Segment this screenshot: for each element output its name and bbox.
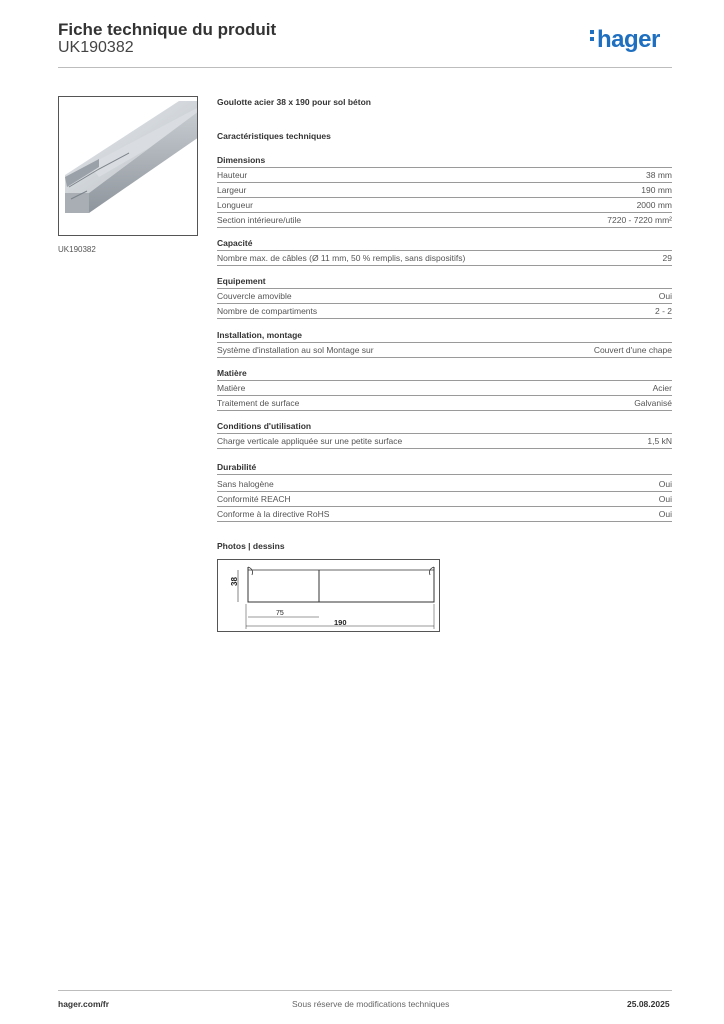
spec-value: Couvert d'une chape	[593, 345, 672, 355]
product-image	[58, 96, 198, 236]
spec-row	[217, 396, 672, 411]
spec-label: Matière	[217, 383, 246, 393]
spec-value: Oui	[658, 291, 672, 301]
spec-value: Oui	[658, 479, 672, 489]
logo-text: hager	[597, 26, 660, 53]
section-title-dimensions: Dimensions	[217, 155, 672, 168]
spec-row	[217, 434, 672, 449]
spec-row	[217, 183, 672, 198]
footer-disclaimer: Sous réserve de modifications techniques	[292, 999, 450, 1009]
section-title-matiere: Matière	[217, 368, 672, 381]
tech-characteristics-title: Caractéristiques techniques	[217, 131, 331, 141]
spec-row	[217, 168, 672, 183]
spec-row	[217, 381, 672, 396]
spec-value: Oui	[658, 494, 672, 504]
spec-row	[217, 477, 672, 492]
spec-label: Charge verticale appliquée sur une petite surface	[217, 436, 403, 446]
spec-label: Largeur	[217, 185, 247, 195]
dim-width-label: 190	[334, 618, 347, 627]
spec-row	[217, 492, 672, 507]
section-title-conditions: Conditions d'utilisation	[217, 421, 672, 434]
cable-trunking-illustration	[59, 97, 198, 236]
spec-value: 190 mm	[641, 185, 672, 195]
spec-label: Nombre de compartiments	[217, 306, 318, 316]
section-title-installation: Installation, montage	[217, 330, 672, 343]
spec-label: Conforme à la directive RoHS	[217, 509, 330, 519]
spec-row	[217, 304, 672, 319]
page-title: Fiche technique du produit	[58, 20, 277, 39]
spec-value: 2 - 2	[654, 306, 672, 316]
spec-value: 7220 - 7220 mm²	[607, 215, 672, 225]
section-title-capacite: Capacité	[217, 238, 672, 251]
dim-partition-label: 75	[276, 610, 284, 617]
footer-divider	[58, 990, 672, 991]
product-code: UK190382	[58, 39, 134, 56]
spec-row	[217, 343, 672, 358]
header-divider	[58, 67, 672, 68]
spec-label: Couvercle amovible	[217, 291, 292, 301]
spec-label: Conformité REACH	[217, 494, 291, 504]
logo-dots-icon	[590, 30, 595, 44]
image-caption: UK190382	[58, 245, 96, 254]
spec-row	[217, 198, 672, 213]
spec-label: Hauteur	[217, 170, 248, 180]
spec-label: Traitement de surface	[217, 398, 300, 408]
footer-date: 25.08.2025	[627, 999, 670, 1009]
spec-value: 29	[662, 253, 672, 263]
spec-row	[217, 507, 672, 522]
technical-drawing	[217, 559, 440, 632]
cross-section-drawing	[218, 560, 439, 631]
spec-value: Galvanisé	[634, 398, 672, 408]
spec-row	[217, 213, 672, 228]
spec-value: 2000 mm	[636, 200, 672, 210]
product-name: Goulotte acier 38 x 190 pour sol béton	[217, 97, 371, 107]
spec-label: Sans halogène	[217, 479, 274, 489]
spec-value: 38 mm	[646, 170, 672, 180]
spec-row	[217, 251, 672, 266]
spec-value: Oui	[658, 509, 672, 519]
spec-label: Longueur	[217, 200, 253, 210]
hager-logo	[590, 26, 660, 54]
section-title-equipement: Equipement	[217, 276, 672, 289]
spec-value: Acier	[652, 383, 672, 393]
spec-row	[217, 289, 672, 304]
footer-website: hager.com/fr	[58, 999, 110, 1009]
spec-value: 1,5 kN	[647, 436, 672, 446]
section-title-durabilite: Durabilité	[217, 462, 672, 475]
spec-label: Nombre max. de câbles (Ø 11 mm, 50 % remplis, sans dispositifs)	[217, 253, 466, 263]
spec-label: Section intérieure/utile	[217, 215, 302, 225]
dim-height-label: 38	[230, 577, 239, 586]
spec-label: Système d'installation au sol Montage sur	[217, 345, 374, 355]
photos-title: Photos | dessins	[217, 541, 285, 551]
